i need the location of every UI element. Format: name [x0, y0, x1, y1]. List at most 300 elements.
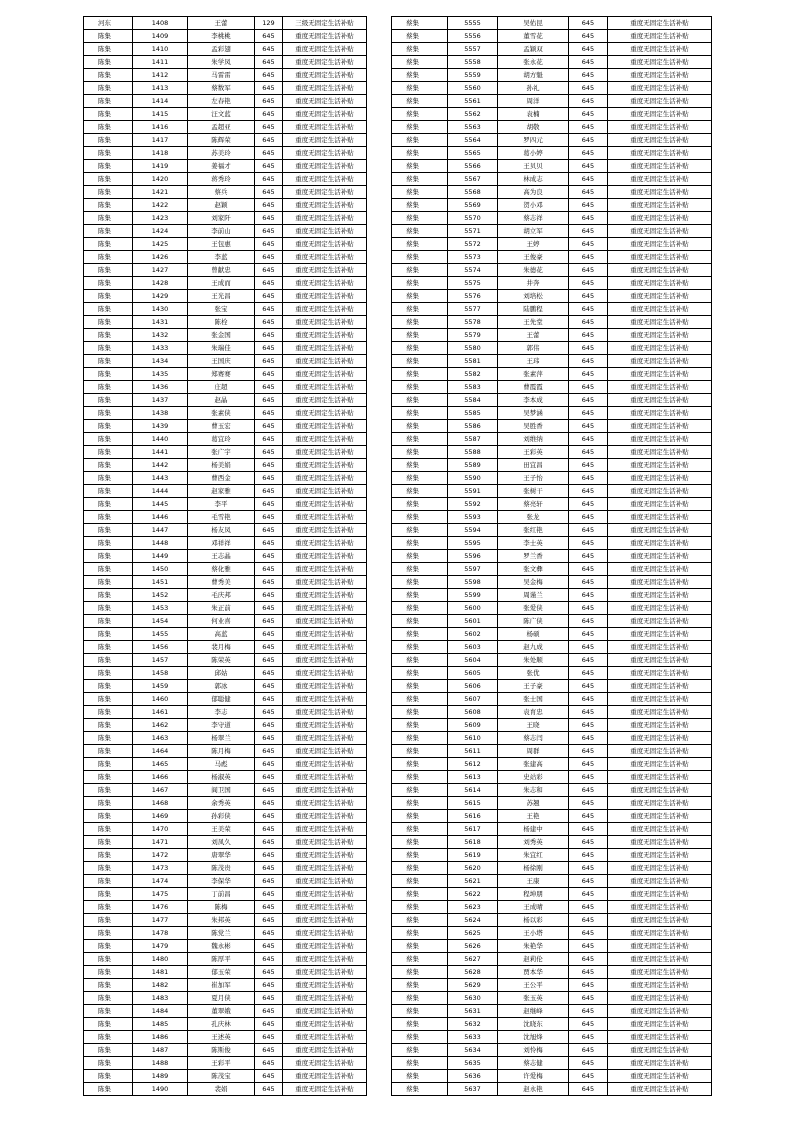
cell-number: 5614: [448, 784, 498, 797]
table-row: [84, 1005, 367, 1018]
cell-name: 沈旭烽: [498, 1031, 569, 1044]
cell-number: 5573: [448, 251, 498, 264]
table-row: [392, 316, 712, 329]
cell-name: 刘家阡: [188, 212, 255, 225]
cell-amount: 645: [569, 69, 608, 82]
table-row: [392, 407, 712, 420]
cell-name: 王包惠: [188, 238, 255, 251]
cell-amount: 645: [255, 186, 283, 199]
cell-amount: 645: [255, 992, 283, 1005]
cell-category: 重度无固定生活补贴: [283, 472, 367, 485]
cell-number: 5598: [448, 576, 498, 589]
cell-name: 朱处顺: [498, 654, 569, 667]
left-table: [83, 16, 367, 1096]
cell-amount: 645: [255, 160, 283, 173]
cell-name: 朱瑞佳: [188, 342, 255, 355]
cell-name: 李平: [188, 498, 255, 511]
cell-town: 陈集: [84, 1070, 133, 1083]
table-row: [84, 381, 367, 394]
cell-amount: 645: [569, 654, 608, 667]
cell-name: 杨建中: [498, 823, 569, 836]
cell-category: 重度无固定生活补贴: [608, 628, 712, 641]
cell-town: 陈集: [84, 537, 133, 550]
cell-category: 重度无固定生活补贴: [283, 654, 367, 667]
cell-name: 杨淑英: [188, 771, 255, 784]
table-row: [84, 277, 367, 290]
cell-name: 郁聪健: [188, 693, 255, 706]
cell-number: 1447: [133, 524, 188, 537]
cell-amount: 645: [255, 147, 283, 160]
cell-amount: 645: [255, 953, 283, 966]
table-row: [84, 121, 367, 134]
cell-town: 陈集: [84, 30, 133, 43]
cell-category: 重度无固定生活补贴: [608, 472, 712, 485]
cell-amount: 645: [255, 108, 283, 121]
cell-number: 1476: [133, 901, 188, 914]
cell-amount: 645: [569, 797, 608, 810]
cell-amount: 645: [569, 849, 608, 862]
cell-category: 重度无固定生活补贴: [608, 290, 712, 303]
cell-amount: 645: [569, 342, 608, 355]
cell-name: 杨美娟: [188, 459, 255, 472]
table-row: [84, 550, 367, 563]
cell-number: 5616: [448, 810, 498, 823]
cell-amount: 645: [569, 810, 608, 823]
table-row: [84, 706, 367, 719]
cell-number: 1449: [133, 550, 188, 563]
table-row: [84, 1044, 367, 1057]
cell-amount: 645: [255, 628, 283, 641]
cell-number: 1415: [133, 108, 188, 121]
cell-amount: 645: [569, 524, 608, 537]
table-row: [84, 251, 367, 264]
cell-category: 重度无固定生活补贴: [608, 147, 712, 160]
cell-town: 蔡集: [392, 147, 448, 160]
table-row: [84, 472, 367, 485]
table-row: [392, 108, 712, 121]
cell-town: 蔡集: [392, 680, 448, 693]
cell-number: 1475: [133, 888, 188, 901]
cell-name: 孟超亚: [188, 121, 255, 134]
cell-name: 王彩英: [498, 446, 569, 459]
table-row: [84, 875, 367, 888]
cell-amount: 645: [569, 901, 608, 914]
cell-category: 重度无固定生活补贴: [608, 693, 712, 706]
cell-name: 王子怡: [498, 472, 569, 485]
cell-number: 5635: [448, 1057, 498, 1070]
cell-number: 1435: [133, 368, 188, 381]
cell-amount: 645: [569, 147, 608, 160]
cell-name: 丁前昌: [188, 888, 255, 901]
cell-amount: 645: [569, 667, 608, 680]
cell-name: 郭伟: [498, 342, 569, 355]
cell-category: 重度无固定生活补贴: [283, 810, 367, 823]
cell-amount: 645: [569, 472, 608, 485]
table-row: [392, 667, 712, 680]
cell-name: 葛小婷: [498, 147, 569, 160]
cell-number: 5575: [448, 277, 498, 290]
cell-category: 重度无固定生活补贴: [608, 95, 712, 108]
cell-number: 1486: [133, 1031, 188, 1044]
cell-number: 1434: [133, 355, 188, 368]
table-row: [392, 745, 712, 758]
table-row: [84, 199, 367, 212]
cell-name: 汪文蓝: [188, 108, 255, 121]
table-row: [392, 888, 712, 901]
cell-amount: 645: [255, 654, 283, 667]
cell-amount: 645: [255, 719, 283, 732]
table-row: [392, 771, 712, 784]
cell-category: 重度无固定生活补贴: [283, 641, 367, 654]
cell-name: 杨徐刚: [498, 862, 569, 875]
table-row: [392, 1031, 712, 1044]
cell-name: 葛宜玲: [188, 433, 255, 446]
cell-amount: 645: [255, 264, 283, 277]
cell-amount: 645: [255, 771, 283, 784]
cell-name: 张建高: [498, 758, 569, 771]
cell-amount: 645: [255, 602, 283, 615]
cell-number: 1489: [133, 1070, 188, 1083]
cell-number: 1436: [133, 381, 188, 394]
cell-town: 蔡集: [392, 511, 448, 524]
cell-category: 重度无固定生活补贴: [283, 979, 367, 992]
cell-category: 重度无固定生活补贴: [283, 771, 367, 784]
cell-name: 李桃桃: [188, 30, 255, 43]
cell-name: 李蓝: [188, 251, 255, 264]
cell-name: 邱姑: [188, 667, 255, 680]
cell-town: 蔡集: [392, 1070, 448, 1083]
cell-number: 5631: [448, 1005, 498, 1018]
table-row: [84, 329, 367, 342]
cell-amount: 645: [255, 1057, 283, 1070]
cell-number: 1433: [133, 342, 188, 355]
cell-category: 重度无固定生活补贴: [283, 953, 367, 966]
cell-amount: 645: [569, 875, 608, 888]
cell-category: 重度无固定生活补贴: [608, 992, 712, 1005]
table-row: [84, 420, 367, 433]
cell-town: 陈集: [84, 277, 133, 290]
cell-category: 重度无固定生活补贴: [283, 550, 367, 563]
table-row: [84, 69, 367, 82]
table-row: [84, 134, 367, 147]
cell-amount: 645: [255, 95, 283, 108]
cell-category: 重度无固定生活补贴: [608, 134, 712, 147]
table-row: [84, 1083, 367, 1096]
cell-number: 1419: [133, 160, 188, 173]
table-row: [84, 316, 367, 329]
table-row: [392, 537, 712, 550]
cell-town: 陈集: [84, 82, 133, 95]
cell-town: 蔡集: [392, 303, 448, 316]
cell-category: 重度无固定生活补贴: [608, 303, 712, 316]
cell-name: 庄超: [188, 381, 255, 394]
cell-number: 5620: [448, 862, 498, 875]
cell-name: 裴月梅: [188, 641, 255, 654]
cell-number: 5584: [448, 394, 498, 407]
cell-name: 陈广侠: [498, 615, 569, 628]
cell-amount: 645: [255, 615, 283, 628]
cell-town: 陈集: [84, 173, 133, 186]
cell-number: 1452: [133, 589, 188, 602]
cell-amount: 645: [569, 628, 608, 641]
cell-name: 赵继峰: [498, 1005, 569, 1018]
cell-category: 重度无固定生活补贴: [608, 212, 712, 225]
cell-town: 蔡集: [392, 134, 448, 147]
cell-number: 5606: [448, 680, 498, 693]
left-table-body: [84, 17, 367, 1096]
cell-town: 蔡集: [392, 17, 448, 30]
cell-number: 5608: [448, 706, 498, 719]
cell-category: 重度无固定生活补贴: [608, 69, 712, 82]
cell-town: 蔡集: [392, 1044, 448, 1057]
cell-name: 王成而: [188, 277, 255, 290]
cell-category: 重度无固定生活补贴: [283, 719, 367, 732]
cell-name: 张龙: [498, 511, 569, 524]
cell-amount: 645: [255, 693, 283, 706]
cell-town: 蔡集: [392, 1018, 448, 1031]
cell-town: 陈集: [84, 264, 133, 277]
cell-amount: 645: [255, 589, 283, 602]
table-row: [392, 589, 712, 602]
cell-number: 5589: [448, 459, 498, 472]
cell-number: 1490: [133, 1083, 188, 1096]
cell-category: 重度无固定生活补贴: [283, 30, 367, 43]
cell-name: 李士英: [498, 537, 569, 550]
cell-town: 蔡集: [392, 758, 448, 771]
cell-category: 重度无固定生活补贴: [608, 836, 712, 849]
cell-category: 重度无固定生活补贴: [283, 186, 367, 199]
cell-town: 蔡集: [392, 212, 448, 225]
cell-number: 5565: [448, 147, 498, 160]
cell-category: 重度无固定生活补贴: [608, 927, 712, 940]
cell-name: 蒋秀玲: [188, 173, 255, 186]
cell-amount: 645: [255, 797, 283, 810]
cell-name: 赵晶: [188, 394, 255, 407]
cell-number: 5558: [448, 56, 498, 69]
cell-amount: 645: [569, 498, 608, 511]
cell-town: 陈集: [84, 134, 133, 147]
cell-town: 蔡集: [392, 251, 448, 264]
cell-name: 程坤朋: [498, 888, 569, 901]
cell-town: 蔡集: [392, 459, 448, 472]
cell-category: 重度无固定生活补贴: [283, 628, 367, 641]
cell-number: 1472: [133, 849, 188, 862]
cell-amount: 645: [569, 1005, 608, 1018]
cell-amount: 645: [569, 589, 608, 602]
cell-amount: 645: [255, 927, 283, 940]
cell-amount: 645: [255, 550, 283, 563]
cell-number: 5601: [448, 615, 498, 628]
cell-category: 重度无固定生活补贴: [283, 667, 367, 680]
table-row: [84, 1057, 367, 1070]
cell-town: 陈集: [84, 914, 133, 927]
cell-town: 蔡集: [392, 342, 448, 355]
cell-town: 蔡集: [392, 953, 448, 966]
cell-category: 重度无固定生活补贴: [283, 147, 367, 160]
cell-name: 王蕾: [188, 17, 255, 30]
cell-amount: 645: [569, 368, 608, 381]
cell-amount: 645: [255, 277, 283, 290]
cell-name: 邓祥祥: [188, 537, 255, 550]
cell-town: 蔡集: [392, 290, 448, 303]
cell-category: 重度无固定生活补贴: [608, 17, 712, 30]
cell-town: 陈集: [84, 498, 133, 511]
cell-name: 刘怜梅: [498, 1044, 569, 1057]
cell-amount: 645: [569, 199, 608, 212]
cell-number: 5602: [448, 628, 498, 641]
cell-name: 蔡亮轩: [498, 498, 569, 511]
cell-name: 朱邦英: [188, 914, 255, 927]
cell-category: 三级无固定生活补贴: [283, 17, 367, 30]
cell-category: 重度无固定生活补贴: [608, 238, 712, 251]
cell-town: 陈集: [84, 56, 133, 69]
cell-category: 重度无固定生活补贴: [283, 992, 367, 1005]
cell-name: 张文彝: [498, 563, 569, 576]
table-row: [392, 836, 712, 849]
cell-name: 左春艳: [188, 95, 255, 108]
cell-number: 5581: [448, 355, 498, 368]
cell-category: 重度无固定生活补贴: [283, 940, 367, 953]
cell-number: 5636: [448, 1070, 498, 1083]
cell-number: 1487: [133, 1044, 188, 1057]
cell-amount: 645: [569, 836, 608, 849]
cell-category: 重度无固定生活补贴: [283, 823, 367, 836]
cell-name: 吴金梅: [498, 576, 569, 589]
cell-number: 1422: [133, 199, 188, 212]
cell-town: 蔡集: [392, 550, 448, 563]
table-row: [84, 966, 367, 979]
cell-name: 王成晴: [498, 901, 569, 914]
cell-number: 5625: [448, 927, 498, 940]
cell-name: 王子豪: [498, 680, 569, 693]
cell-number: 5632: [448, 1018, 498, 1031]
table-row: [392, 823, 712, 836]
table-row: [84, 225, 367, 238]
cell-category: 重度无固定生活补贴: [608, 82, 712, 95]
cell-amount: 645: [255, 472, 283, 485]
cell-town: 陈集: [84, 160, 133, 173]
cell-town: 陈集: [84, 69, 133, 82]
cell-amount: 645: [569, 212, 608, 225]
cell-number: 1457: [133, 654, 188, 667]
table-row: [392, 641, 712, 654]
table-row: [84, 576, 367, 589]
cell-category: 重度无固定生活补贴: [283, 901, 367, 914]
cell-amount: 645: [255, 914, 283, 927]
cell-category: 重度无固定生活补贴: [608, 732, 712, 745]
cell-amount: 645: [255, 1031, 283, 1044]
table-row: [84, 433, 367, 446]
cell-category: 重度无固定生活补贴: [608, 446, 712, 459]
cell-category: 重度无固定生活补贴: [608, 862, 712, 875]
cell-name: 马雷雷: [188, 69, 255, 82]
cell-number: 1482: [133, 979, 188, 992]
cell-amount: 645: [255, 641, 283, 654]
cell-amount: 645: [569, 1083, 608, 1096]
table-row: [392, 368, 712, 381]
cell-number: 5617: [448, 823, 498, 836]
cell-name: 贾本华: [498, 966, 569, 979]
cell-town: 陈集: [84, 381, 133, 394]
cell-category: 重度无固定生活补贴: [608, 550, 712, 563]
table-row: [84, 602, 367, 615]
cell-category: 重度无固定生活补贴: [608, 381, 712, 394]
cell-amount: 645: [569, 420, 608, 433]
cell-amount: 645: [255, 69, 283, 82]
table-row: [392, 927, 712, 940]
cell-category: 重度无固定生活补贴: [608, 173, 712, 186]
table-row: [392, 147, 712, 160]
cell-town: 陈集: [84, 862, 133, 875]
cell-number: 5591: [448, 485, 498, 498]
cell-town: 陈集: [84, 420, 133, 433]
cell-number: 1446: [133, 511, 188, 524]
cell-number: 5577: [448, 303, 498, 316]
cell-category: 重度无固定生活补贴: [608, 784, 712, 797]
cell-name: 胡方魁: [498, 69, 569, 82]
cell-number: 5628: [448, 966, 498, 979]
table-row: [392, 43, 712, 56]
cell-name: 杨以彩: [498, 914, 569, 927]
table-row: [84, 511, 367, 524]
cell-category: 重度无固定生活补贴: [608, 342, 712, 355]
cell-category: 重度无固定生活补贴: [283, 888, 367, 901]
cell-town: 陈集: [84, 732, 133, 745]
cell-category: 重度无固定生活补贴: [608, 225, 712, 238]
cell-category: 重度无固定生活补贴: [283, 1031, 367, 1044]
cell-amount: 645: [255, 940, 283, 953]
cell-category: 重度无固定生活补贴: [608, 719, 712, 732]
cell-category: 重度无固定生活补贴: [608, 823, 712, 836]
cell-category: 重度无固定生活补贴: [608, 589, 712, 602]
table-row: [84, 56, 367, 69]
table-row: [392, 1070, 712, 1083]
table-row: [392, 1044, 712, 1057]
cell-category: 重度无固定生活补贴: [283, 732, 367, 745]
cell-category: 重度无固定生活补贴: [283, 121, 367, 134]
table-row: [392, 394, 712, 407]
cell-name: 王婷: [498, 238, 569, 251]
cell-category: 重度无固定生活补贴: [608, 43, 712, 56]
cell-number: 1411: [133, 56, 188, 69]
cell-name: 张爱侠: [498, 602, 569, 615]
table-row: [392, 251, 712, 264]
table-row: [84, 836, 367, 849]
cell-amount: 645: [569, 277, 608, 290]
cell-town: 蔡集: [392, 472, 448, 485]
table-row: [392, 732, 712, 745]
cell-number: 5634: [448, 1044, 498, 1057]
cell-name: 田宜昌: [498, 459, 569, 472]
cell-town: 陈集: [84, 680, 133, 693]
cell-town: 陈集: [84, 43, 133, 56]
cell-amount: 645: [569, 290, 608, 303]
cell-number: 1484: [133, 1005, 188, 1018]
cell-town: 陈集: [84, 485, 133, 498]
table-row: [84, 160, 367, 173]
cell-number: 1424: [133, 225, 188, 238]
cell-amount: 645: [255, 888, 283, 901]
cell-name: 陈厚平: [188, 953, 255, 966]
cell-category: 重度无固定生活补贴: [608, 1083, 712, 1096]
cell-name: 吴梦涵: [498, 407, 569, 420]
cell-town: 蔡集: [392, 407, 448, 420]
table-row: [84, 654, 367, 667]
cell-town: 陈集: [84, 654, 133, 667]
cell-name: 孟彩翅: [188, 43, 255, 56]
cell-town: 蔡集: [392, 264, 448, 277]
table-row: [392, 901, 712, 914]
